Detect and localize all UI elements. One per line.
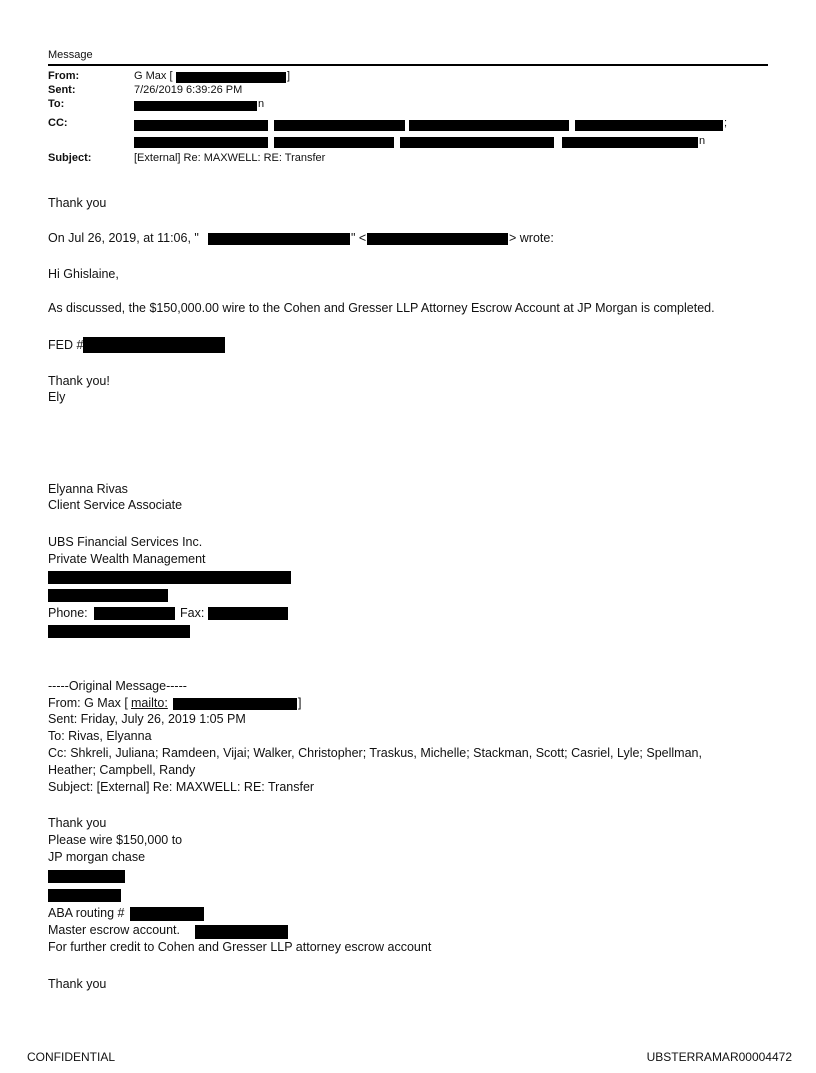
reply-wrote: > wrote: — [509, 231, 554, 245]
signature-name: Elyanna Rivas — [48, 482, 128, 496]
sent-label: Sent: — [48, 84, 76, 96]
redaction-address-2 — [48, 589, 168, 602]
cc-label: CC: — [48, 117, 68, 129]
signature-title: Client Service Associate — [48, 498, 183, 512]
redaction-sender-email — [367, 233, 508, 245]
redaction-cc-8 — [562, 137, 698, 148]
to-tail: n — [258, 98, 265, 110]
header-rule — [48, 64, 768, 66]
redaction-bank-2 — [48, 889, 121, 902]
redaction-from-email — [176, 72, 286, 83]
original-from: From: G Max [ — [48, 696, 128, 710]
from-label: From: — [48, 70, 80, 82]
cc-sep: ; — [724, 117, 728, 129]
subject-label: Subject: — [48, 152, 92, 164]
redaction-address-1 — [48, 571, 291, 584]
reply-thank-you: Thank you — [48, 196, 107, 210]
redaction-cc-7 — [400, 137, 554, 148]
redaction-bank-1 — [48, 870, 125, 883]
mailto-link[interactable]: mailto: — [131, 696, 168, 710]
sent-value: 7/26/2019 6:39:26 PM — [134, 84, 243, 96]
reply-on-date: On Jul 26, 2019, at 11:06, " — [48, 231, 199, 245]
redaction-fed-number — [83, 337, 225, 353]
fax-label: Fax: — [180, 606, 205, 620]
original-please-wire: Please wire $150,000 to — [48, 833, 183, 847]
further-credit: For further credit to Cohen and Gresser LLP attorney escrow account — [48, 940, 432, 954]
original-sent: Sent: Friday, July 26, 2019 1:05 PM — [48, 712, 246, 726]
original-cc-line1: Cc: Shkreli, Juliana; Ramdeen, Vijai; Walker, Christopher; Traskus, Michelle; Stackman, Scott; Casriel, Lyle; Spellman, — [48, 746, 702, 760]
original-subject: Subject: [External] Re: MAXWELL: RE: Transfer — [48, 780, 315, 794]
original-bank: JP morgan chase — [48, 850, 146, 864]
reply-quote-mid: " < — [351, 231, 367, 245]
original-from-close: ] — [298, 696, 302, 710]
redaction-cc-1 — [134, 120, 268, 131]
section-title: Message — [48, 49, 93, 61]
reply-thanks: Thank you! — [48, 374, 110, 388]
original-thank-you: Thank you — [48, 816, 107, 830]
redaction-cc-4 — [575, 120, 723, 131]
redaction-cc-2 — [274, 120, 405, 131]
redaction-to — [134, 101, 257, 111]
phone-label: Phone: — [48, 606, 88, 620]
aba-label: ABA routing # — [48, 906, 125, 920]
redaction-cc-3 — [409, 120, 569, 131]
redaction-cc-5 — [134, 137, 268, 148]
reply-sign: Ely — [48, 390, 66, 404]
from-value: G Max [ — [134, 70, 173, 82]
reply-body: As discussed, the $150,000.00 wire to the Cohen and Gresser LLP Attorney Escrow Account at JP Morgan is completed. — [48, 301, 715, 315]
signature-company: UBS Financial Services Inc. — [48, 535, 203, 549]
redaction-master-escrow — [195, 925, 288, 939]
original-to: To: Rivas, Elyanna — [48, 729, 152, 743]
redaction-fax — [208, 607, 288, 620]
signature-division: Private Wealth Management — [48, 552, 206, 566]
redaction-original-email — [173, 698, 297, 710]
reply-greeting: Hi Ghislaine, — [48, 267, 119, 281]
redaction-cc-6 — [274, 137, 394, 148]
fed-label: FED # — [48, 338, 84, 352]
original-cc-line2: Heather; Campbell, Randy — [48, 763, 196, 777]
cc-tail: n — [699, 135, 706, 147]
redaction-email — [48, 625, 190, 638]
footer-confidential: CONFIDENTIAL — [27, 1050, 116, 1064]
redaction-sender-name — [208, 233, 350, 245]
redaction-phone — [94, 607, 175, 620]
footer-bates-number: UBSTERRAMAR00004472 — [646, 1050, 792, 1064]
original-separator: -----Original Message----- — [48, 679, 187, 693]
to-label: To: — [48, 98, 65, 110]
from-close: ] — [287, 70, 291, 82]
subject-value: [External] Re: MAXWELL: RE: Transfer — [134, 152, 326, 164]
original-thank-you-end: Thank you — [48, 977, 107, 991]
redaction-aba — [130, 907, 204, 921]
master-escrow-label: Master escrow account. — [48, 923, 180, 937]
